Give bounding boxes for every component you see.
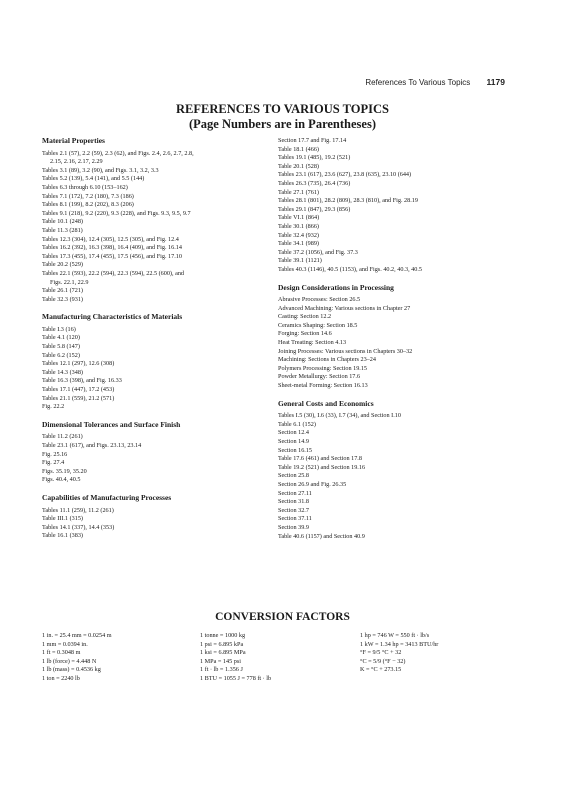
reference-section (42, 494, 264, 541)
reference-line: Table 40.6 (1157) and Section 40.9 (278, 532, 365, 540)
reference-line: Casting: Section 12.2 (278, 313, 332, 321)
reference-line: Table 4.1 (120) (42, 334, 80, 342)
reference-line: Fig. 27.4 (42, 459, 65, 467)
reference-line: Table 39.1 (1121) (278, 257, 322, 265)
reference-section (278, 137, 523, 275)
reference-line: Table 14.3 (348) (42, 368, 83, 376)
running-head (365, 77, 505, 87)
reference-line: Tables 28.1 (801), 28.2 (809), 28.3 (810), and Fig. 28.19 (278, 197, 418, 205)
reference-line: Section 25.8 (278, 472, 309, 480)
reference-line: Tables 17.1 (447), 17.2 (453) (42, 386, 115, 394)
reference-section (42, 137, 264, 304)
section-heading: Manufacturing Characteristics of Materials (42, 312, 183, 322)
conversion-factor: 1 ton = 2240 lb (42, 674, 80, 682)
reference-line: Polymers Processing: Section 19.15 (278, 364, 368, 372)
reference-line: Figs. 35.19, 35.20 (42, 467, 87, 475)
reference-line: Table 18.1 (466) (278, 145, 319, 153)
reference-line: Tables 11.1 (259), 11.2 (261) (42, 506, 114, 514)
reference-line: Table 16.1 (383) (42, 532, 83, 540)
reference-line: Tables 22.1 (593), 22.2 (594), 22.3 (594), 22.5 (600), and (42, 269, 185, 277)
reference-line: Table 10.1 (248) (42, 218, 83, 226)
reference-line: Section 26.9 and Fig. 26.35 (278, 480, 347, 488)
reference-line: Tables 7.1 (172), 7.2 (180), 7.3 (186) (42, 192, 134, 200)
reference-line: Table III.1 (315) (42, 515, 83, 523)
reference-line: Sheet-metal Forming: Section 16.13 (278, 382, 368, 390)
section-heading: Capabilities of Manufacturing Processes (42, 492, 172, 502)
reference-line: Tables I.5 (30), I.6 (33), I.7 (34), and Section I.10 (278, 412, 401, 420)
reference-line: Table 30.1 (866) (278, 222, 319, 230)
title-line-1: REFERENCES TO VARIOUS TOPICS (176, 102, 389, 116)
conversion-title: CONVERSION FACTORS (215, 611, 350, 623)
reference-line: Table 5.8 (147) (42, 343, 80, 351)
conversion-factor: 1 kW = 1.34 hp = 3413 BTU/hr (360, 640, 439, 648)
reference-line: Powder Metallurgy: Section 17.6 (278, 373, 361, 381)
reference-line: Tables 2.1 (57), 2.2 (59), 2.3 (62), and Figs. 2.4, 2.6, 2.7, 2.8, (42, 149, 194, 157)
reference-line: Figs. 22.1, 22.9 (50, 278, 89, 286)
conversion-factor: 1 MPa = 145 psi (200, 657, 241, 665)
conversion-column-1 (42, 632, 112, 684)
reference-line: Heat Treating: Section 4.13 (278, 339, 347, 347)
section-heading: Design Considerations in Processing (278, 282, 394, 292)
reference-line: Tables 23.1 (617), 23.6 (627), 23.8 (635), 23.10 (644) (278, 171, 412, 179)
reference-line: Tables 17.3 (455), 17.4 (455), 17.5 (456), and Fig. 17.10 (42, 252, 182, 260)
reference-line: Table 20.2 (529) (42, 261, 83, 269)
right-column (278, 137, 523, 550)
conversion-factor: K = °C + 273.15 (360, 666, 402, 674)
reference-line: Tables 9.1 (218), 9.2 (220), 9.3 (228), and Figs. 9.3, 9.5, 9.7 (42, 209, 191, 217)
section-heading: Dimensional Tolerances and Surface Finish (42, 419, 181, 429)
reference-line: Abrasive Processes: Section 26.5 (278, 296, 361, 304)
conversion-factor: 1 ksi = 6.895 MPa (200, 649, 246, 657)
running-head-title: References To Various Topics (365, 78, 471, 87)
reference-line: Table 23.1 (617), and Figs. 23.13, 23.14 (42, 442, 142, 449)
reference-line: Section 14.9 (278, 438, 309, 445)
section-heading: Material Properties (42, 136, 105, 145)
reference-line: Tables 3.1 (89), 3.2 (90), and Figs. 3.1, 3.2, 3.3 (42, 166, 159, 174)
reference-line: Table I.3 (16) (42, 325, 76, 333)
reference-line: Table 17.6 (461) and Section 17.8 (278, 455, 362, 463)
conversion-factor: 1 psi = 6.895 kPa (200, 640, 244, 648)
reference-line: Forging: Section 14.6 (278, 330, 332, 338)
reference-line: Tables 21.1 (559), 21.2 (571) (42, 394, 115, 402)
conversion-factor: 1 ft · lb = 1.356 J (200, 666, 243, 674)
reference-line: Joining Processes: Various sections in Chapters 30–32 (278, 347, 413, 355)
reference-line: Tables 12.3 (304), 12.4 (305), 12.5 (305), and Fig. 12.4 (42, 235, 179, 243)
page-title (0, 102, 565, 132)
left-column (42, 137, 264, 550)
reference-line: 2.15, 2.16, 2.17, 2.29 (50, 158, 103, 166)
reference-line: Section 27.11 (278, 489, 312, 497)
reference-line: Fig. 25.16 (42, 450, 68, 458)
reference-line: Tables 5.2 (139), 5.4 (141), and 5.5 (144) (42, 175, 145, 183)
reference-line: Advanced Machining: Various sections in Chapter 27 (278, 304, 411, 312)
reference-line: Table VI.1 (864) (278, 214, 320, 222)
reference-line: Table 20.1 (528) (278, 162, 319, 170)
reference-line: Tables 12.1 (297), 12.6 (308) (42, 360, 115, 368)
reference-line: Tables 16.2 (392), 16.3 (398), 16.4 (409), and Fig. 16.14 (42, 244, 182, 252)
reference-section (278, 284, 523, 391)
conversion-factor: 1 tonne = 1000 kg (200, 632, 246, 639)
reference-line: Fig. 22.2 (42, 403, 65, 411)
conversion-factor: 1 BTU = 1055 J = 778 ft · lb (200, 674, 272, 682)
reference-line: Table 32.3 (931) (42, 295, 83, 303)
reference-line: Table 6.2 (152) (42, 351, 80, 359)
reference-line: Tables 8.1 (199), 8.2 (202), 8.3 (206) (42, 201, 134, 209)
reference-line: Table 11.3 (281) (42, 226, 83, 234)
conversion-factor: 1 hp = 746 W = 550 ft · lb/s (360, 632, 430, 639)
reference-line: Tables 26.3 (735), 26.4 (736) (278, 179, 351, 187)
conversion-factor: 1 ft = 0.3048 m (42, 649, 81, 657)
reference-line: Table 26.1 (721) (42, 287, 83, 295)
conversion-factor: 1 lb (force) = 4.448 N (42, 657, 97, 665)
page-number: 1179 (486, 77, 505, 87)
reference-line: Table 32.4 (932) (278, 231, 319, 239)
reference-line: Table 11.2 (261) (42, 433, 83, 441)
conversion-factor: 1 lb (mass) = 0.4536 kg (42, 666, 101, 674)
reference-section (278, 400, 523, 542)
reference-line: Section 31.8 (278, 498, 309, 506)
reference-line: Table 16.3 (398), and Fig. 16.33 (42, 377, 122, 385)
reference-line: Tables 19.1 (485), 19.2 (521) (278, 154, 351, 162)
section-heading: General Costs and Economics (278, 398, 374, 408)
conversion-factor: °C = 5/9 (°F − 32) (360, 657, 406, 665)
reference-section (42, 313, 264, 412)
reference-line: Table 27.1 (761) (278, 188, 319, 196)
title-line-2: (Page Numbers are in Parentheses) (188, 117, 376, 131)
conversion-factor: 1 in. = 25.4 mm = 0.0254 m (42, 632, 112, 639)
reference-line: Tables 6.3 through 6.10 (153–162) (42, 183, 128, 191)
reference-line: Table 6.1 (152) (278, 420, 316, 428)
reference-line: Section 12.4 (278, 429, 309, 437)
conversion-factor: 1 mm = 0.0394 in. (42, 640, 88, 648)
conversion-column-2 (200, 632, 271, 684)
conversion-factor: °F = 9/5 °C + 32 (360, 649, 402, 657)
reference-line: Section 32.7 (278, 506, 309, 514)
reference-line: Table 37.2 (1056), and Fig. 37.3 (278, 248, 358, 256)
reference-line: Tables 14.1 (337), 14.4 (353) (42, 523, 115, 531)
reference-line: Tables 29.1 (847), 29.3 (856) (278, 205, 351, 213)
reference-line: Table 34.1 (989) (278, 240, 319, 248)
reference-line: Machining: Sections in Chapters 23–24 (278, 356, 376, 364)
reference-line: Section 37.11 (278, 515, 312, 523)
reference-line: Section 17.7 and Fig. 17.14 (278, 137, 347, 144)
reference-line: Table 19.2 (521) and Section 19.16 (278, 463, 366, 471)
reference-line: Section 39.9 (278, 523, 309, 531)
reference-line: Section 16.15 (278, 446, 313, 454)
conversion-column-3 (360, 632, 438, 675)
reference-line: Ceramics Shaping: Section 18.5 (278, 321, 358, 329)
reference-line: Tables 40.3 (1146), 40.5 (1153), and Figs. 40.2, 40.3, 40.5 (278, 265, 422, 273)
reference-line: Figs. 40.4, 40.5 (42, 476, 81, 484)
reference-section (42, 421, 264, 485)
